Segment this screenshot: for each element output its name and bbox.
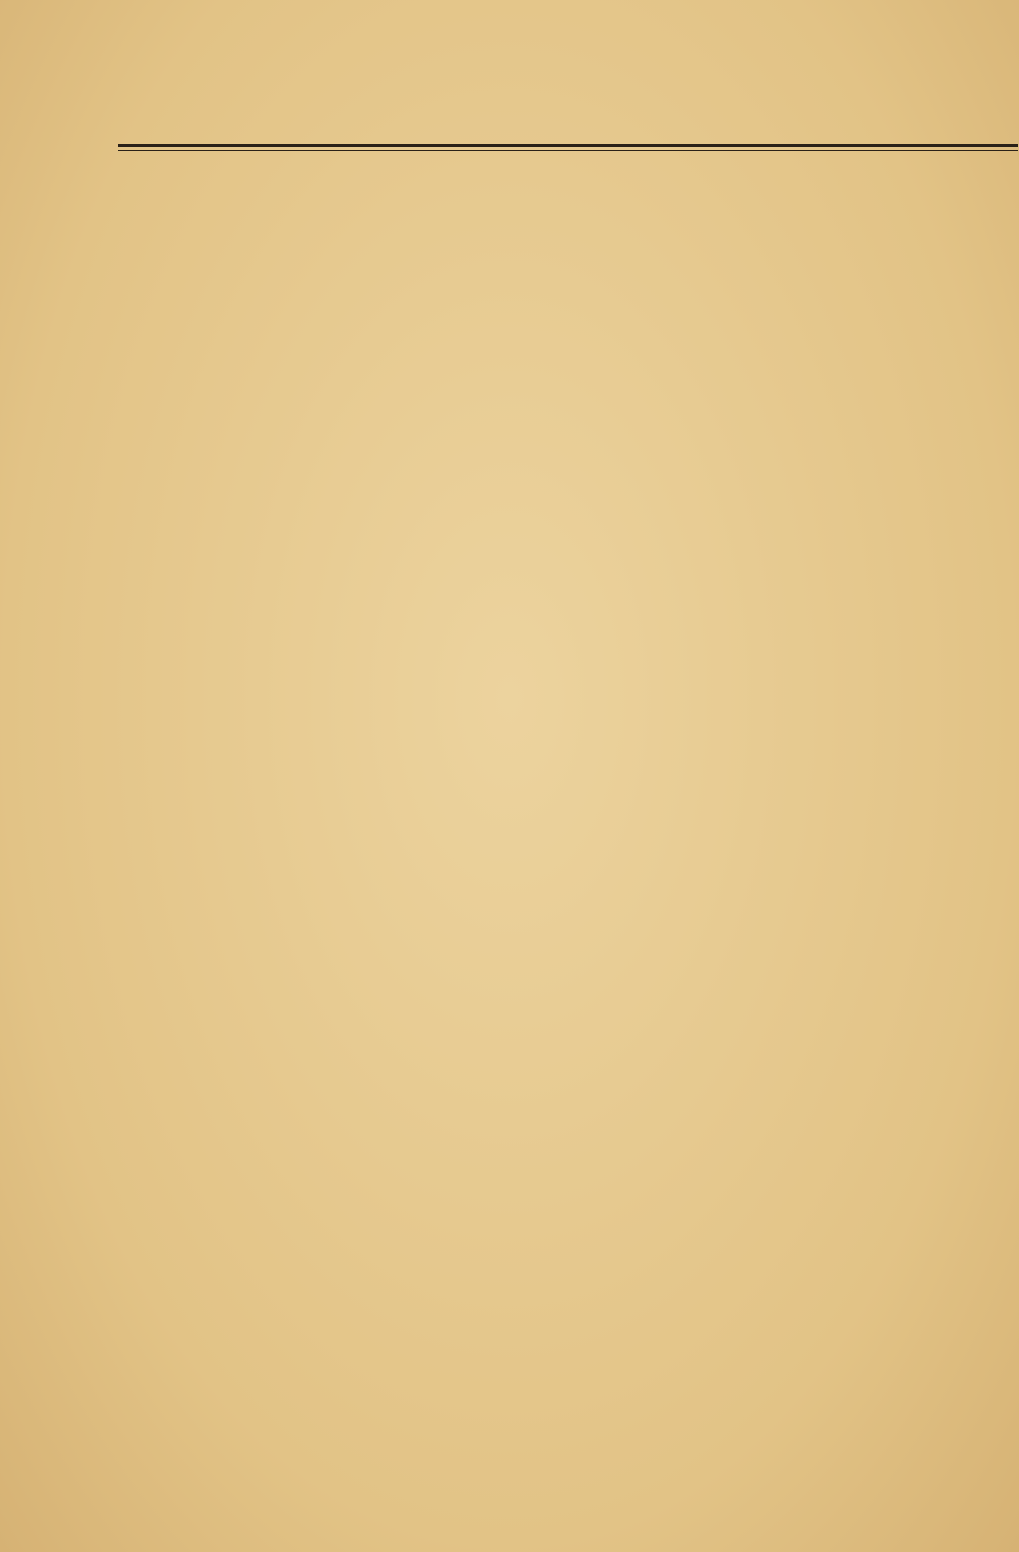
top-rule [118, 144, 1018, 147]
top-rule-thin [118, 150, 1018, 151]
